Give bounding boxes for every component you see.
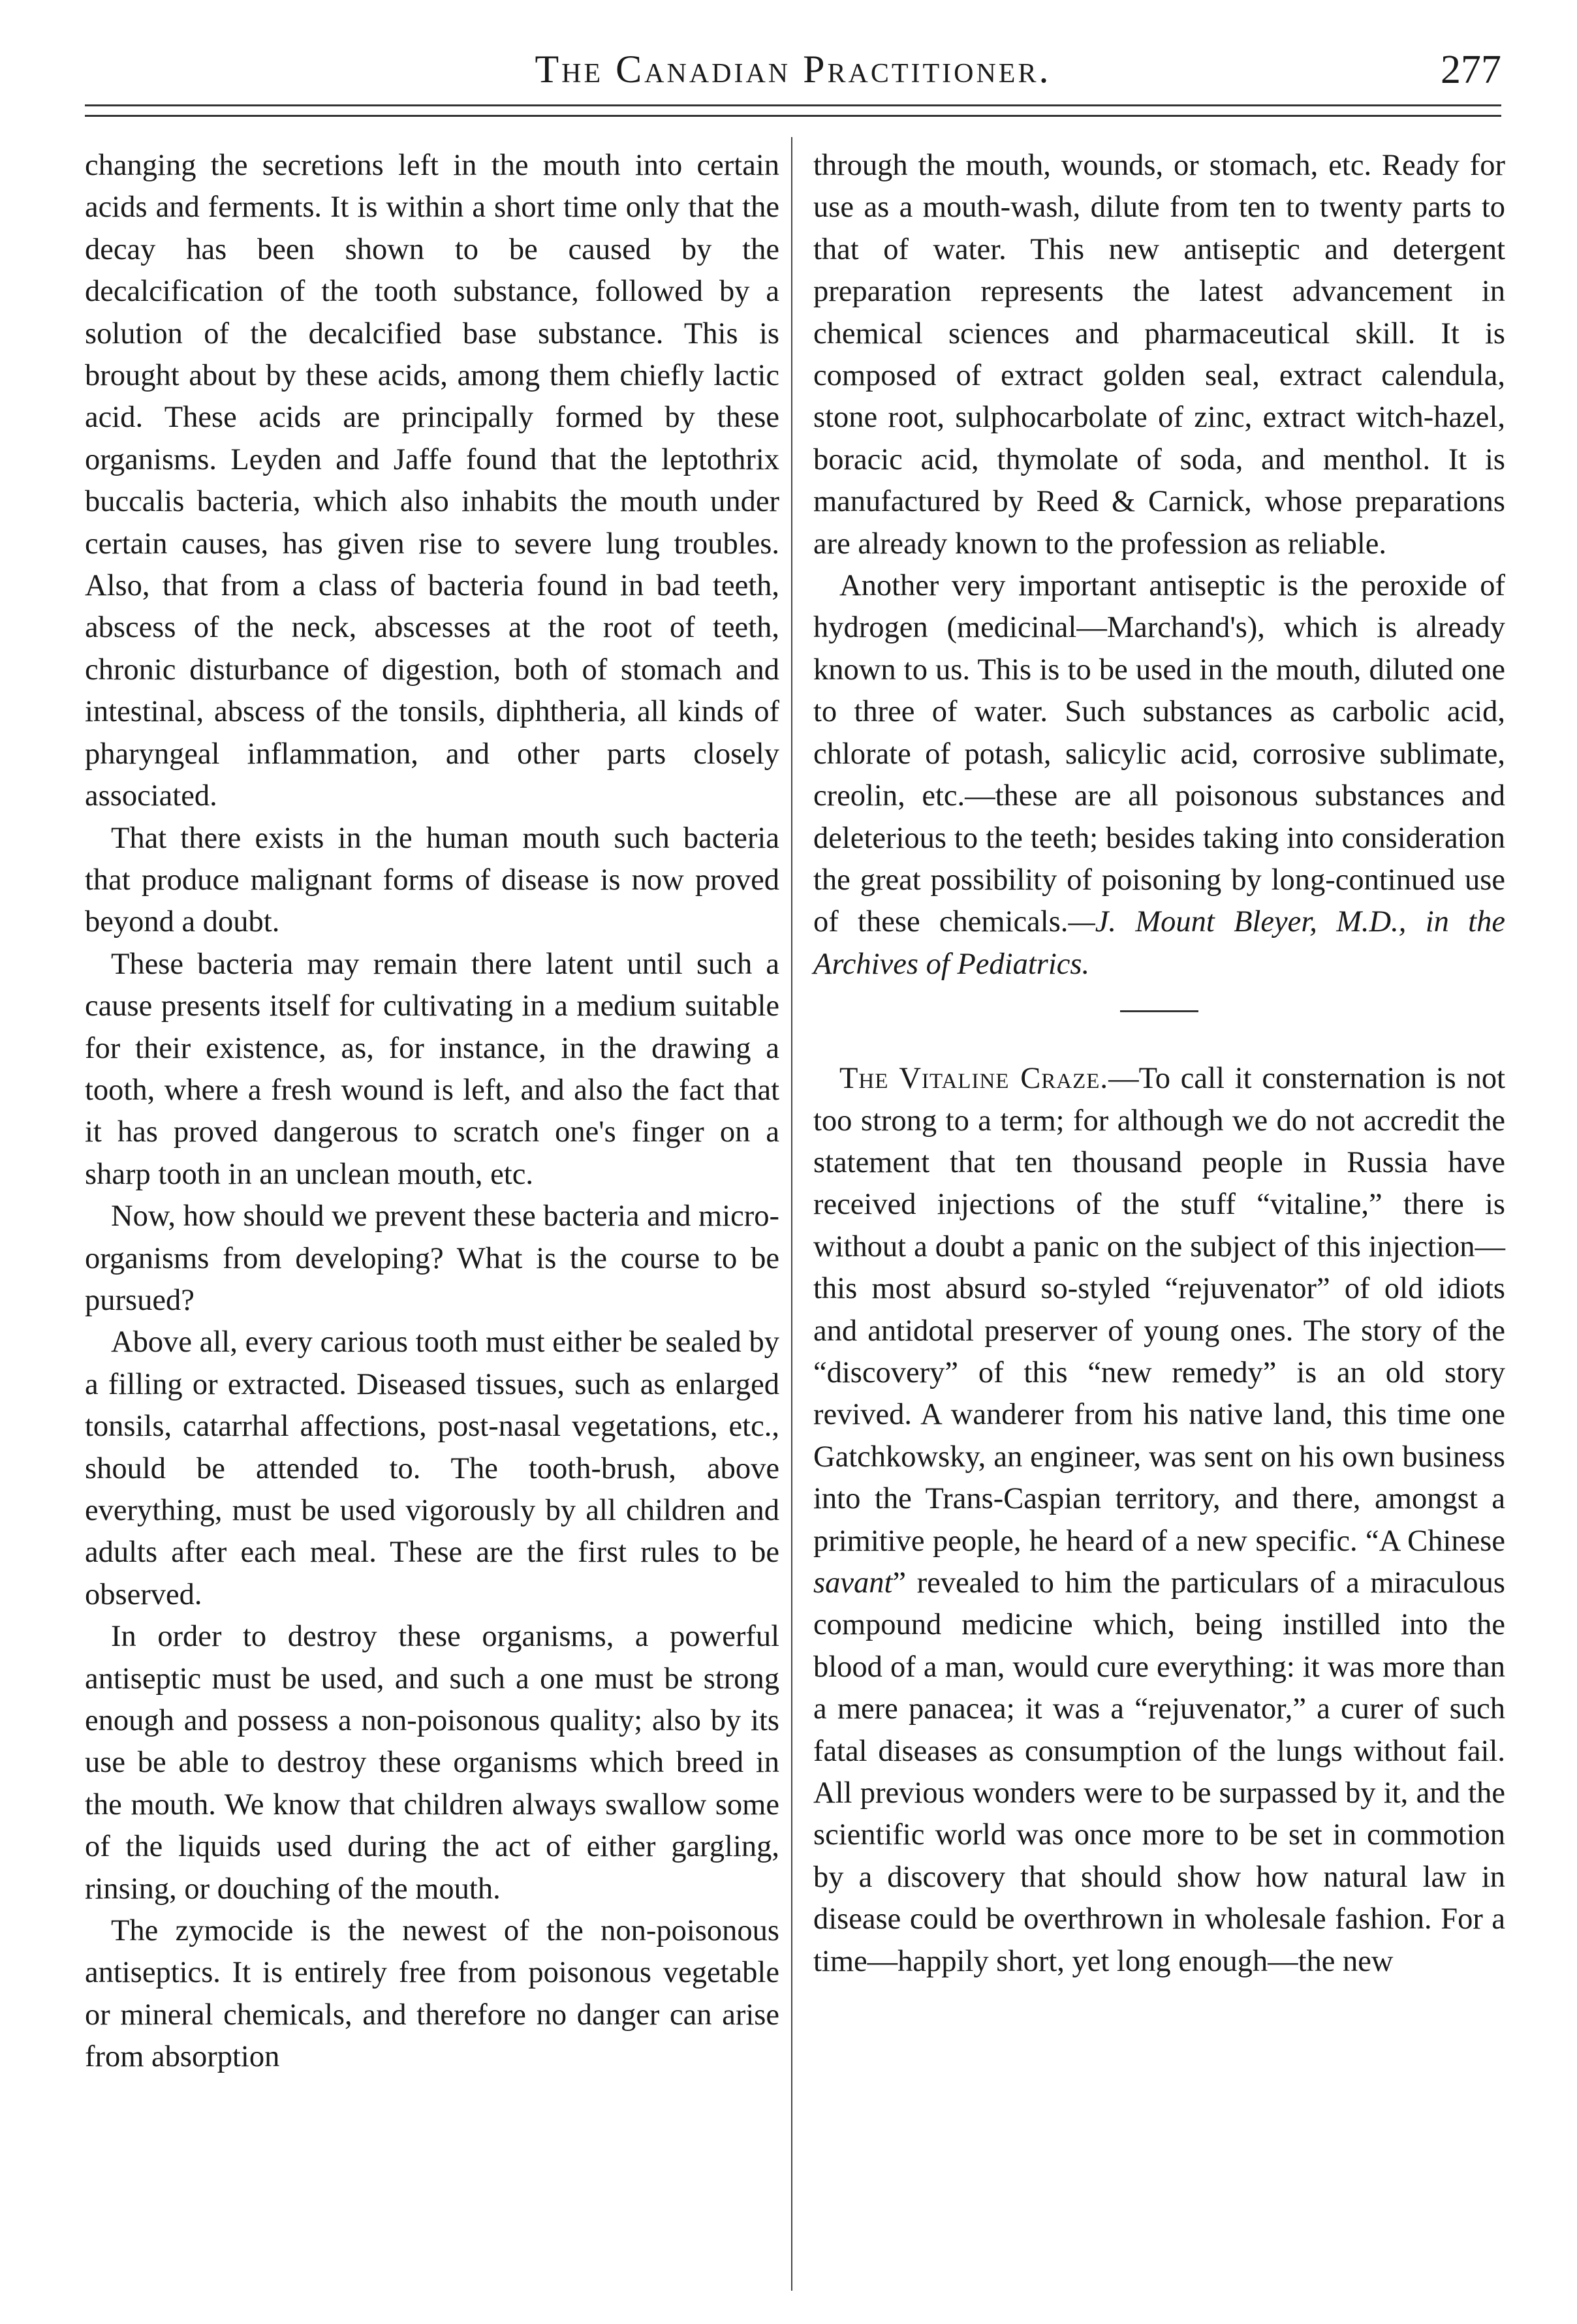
column-divider [791,137,792,2291]
right-paragraph-2-text: Another very important antiseptic is the peroxide of hydrogen (medicinal—Marchand's), which is already known to us. This is to be used in the mouth, diluted one to three of water. Such substances as carbolic acid, chlorate of potash, salicylic acid, corrosive sublimate, creolin, etc.—these are all poisonous substances and deleterious to the teeth; besides taking into consideration the great possibility of poisoning by long-continued use of these chemicals. [813,569,1505,939]
right-paragraph-3-text: —To call it consternation is not too strong to a term; for although we do not accredit the statement that ten thousand people in Russia have received injections of the stuff “vitaline,” there is without a doubt a panic on the subject of this injection—this most absurd so-styled “rejuvenator” of old idiots and antidotal preserver of young ones. The story of the “discovery” of this “new remedy” is an old story revived. A wanderer from his native land, this time one Gatchkowsky, an engineer, was sent on his own business into the Trans-Caspian territory, and there, amongst a primitive people, he heard of a new specific. “A Chinese [813,1062,1505,1558]
running-head [85,40,1501,99]
left-paragraph-7: The zymocide is the newest of the non-poisonous antiseptics. It is entirely free from poisonous vegetable or mineral chemicals, and therefore no danger can arise from absorption [85,1914,779,2074]
left-paragraph-3: These bacteria may remain there latent until such a cause presents itself for cultivating in a medium suitable for their existence, as, for instance, in the drawing a tooth, where a fresh wound is left, and also the fact that it has proved dangerous to scratch one's finger on a sharp tooth in an unclean mouth, etc. [85,947,779,1191]
citation-signature: —J. Mount Bleyer, M.D., in the Archives of Pediatrics. [813,905,1505,981]
right-column [813,145,1505,1983]
journal-title: The Canadian Practitioner. [535,48,1052,91]
right-paragraph-1: through the mouth, wounds, or stomach, etc. Ready for use as a mouth-wash, dilute from ten to twenty parts to that of water. This new antiseptic and detergent preparation represents the latest advancement in chemical sciences and pharmaceutical skill. It is composed of extract golden seal, extract calendula, stone root, sulphocarbolate of zinc, extract witch-hazel, boracic acid, thymolate of soda, and menthol. It is manufactured by Reed & Carnick, whose preparations are already known to the profession as reliable. [813,149,1505,561]
left-column [85,145,779,2079]
left-paragraph-4: Now, how should we prevent these bacteria and micro-organisms from developing? What is the course to be pursued? [85,1200,779,1317]
right-paragraph-3-rest: ” revealed to him the particulars of a miraculous compound medicine which, being instilled into the blood of a man, would cure everything: it was more than a mere panacea; it was a “rejuvenator,” a curer of such fatal diseases as consumption of the lungs without fail. All previous wonders were to be surpassed by it, and the scientific world was once more to be set in commotion by a discovery that should show how natural law in disease could be overthrown in wholesale fashion. For a time—happily short, yet long enough—the new [813,1566,1505,1978]
header-rule-bottom [85,115,1501,117]
page-number: 277 [1441,48,1501,92]
header-rule-top [85,104,1501,106]
left-paragraph-5: Above all, every carious tooth must either be sealed by a filling or extracted. Diseased tissues, such as enlarged tonsils, catarrhal affections, post-nasal vegetations, etc., should be attended to. The tooth-brush, above everything, must be used vigorously by all children and adults after each meal. These are the first rules to be observed. [85,1325,779,1611]
section-separator [1120,1010,1198,1012]
section-heading: The Vitaline Craze. [839,1062,1109,1096]
left-paragraph-6: In order to destroy these organisms, a powerful antiseptic must be used, and such a one must be strong enough and possess a non-poisonous quality; also by its use be able to destroy these organisms which breed in the mouth. We know that children always swallow some of the liquids used during the act of either gargling, rinsing, or douching of the mouth. [85,1620,779,1906]
italic-term: savant [813,1566,893,1600]
right-paragraph-2 [813,565,1505,985]
left-paragraph-2: That there exists in the human mouth such bacteria that produce malignant forms of disease is now proved beyond a doubt. [85,821,779,939]
left-paragraph-1: changing the secretions left in the mouth into certain acids and ferments. It is within a short time only that the decay has been shown to be caused by the decalcification of the tooth substance, followed by a solution of the decalcified base substance. This is brought about by these acids, among them chiefly lactic acid. These acids are principally formed by these organisms. Leyden and Jaffe found that the leptothrix buccalis bacteria, which also inhabits the mouth under certain causes, has given rise to severe lung troubles. Also, that from a class of bacteria found in bad teeth, abscess of the neck, abscesses at the root of teeth, chronic disturbance of digestion, both of stomach and intestinal, abscess of the tonsils, diphtheria, all kinds of pharyngeal inflammation, and other parts closely associated. [85,149,779,813]
right-paragraph-3 [813,1058,1505,1983]
